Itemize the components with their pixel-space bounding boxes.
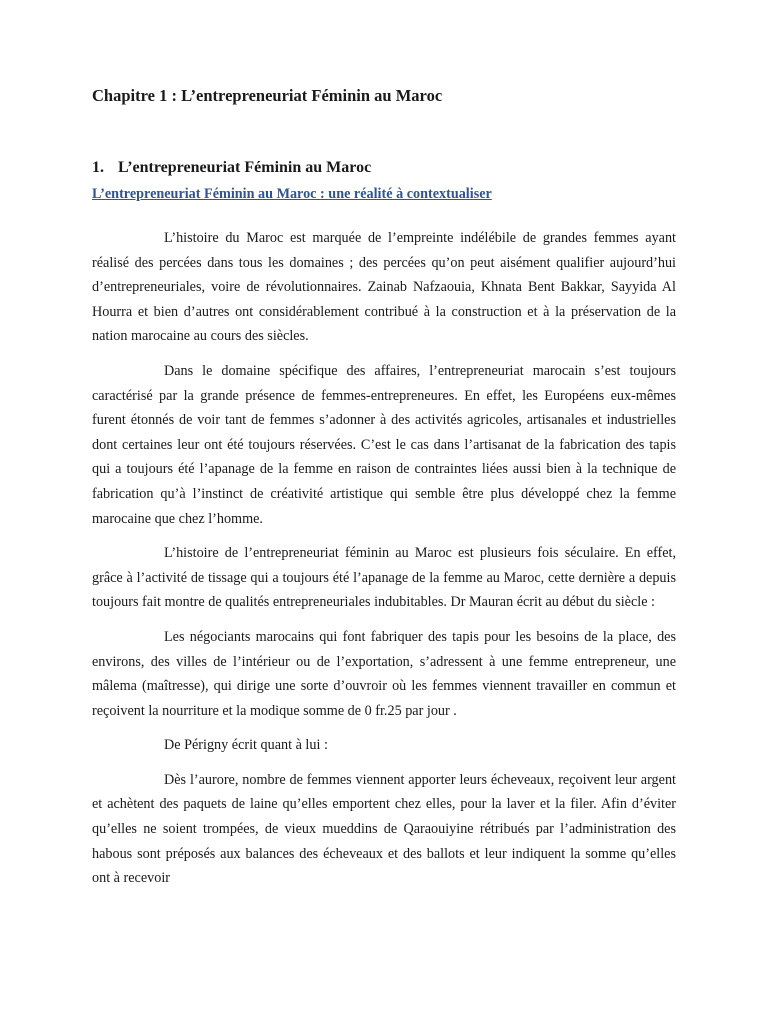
document-page xyxy=(92,84,676,891)
section-heading xyxy=(92,156,676,180)
subtitle-link[interactable]: L’entrepreneuriat Féminin au Maroc : une réalité à contextualiser xyxy=(92,186,492,202)
paragraph: Dans le domaine spécifique des affaires, l’entrepreneuriat marocain s’est toujours caractérisé par la grande présence de femmes-entrepreneures. En effet, les Européens eux-mêmes furent étonnés de voir tant de femmes s’adonner à des activités agricoles, artisanales et industrielles dont certaines leur ont été toujours réservées. C’est le cas dans l’artisanat de la fabrication des tapis qui a toujours été l’apanage de la femme en raison de contraintes liées aussi bien à la technique de fabrication qu’à l’instinct de créativité artistique qui semble être plus développé chez la femme marocaine que chez l’homme. xyxy=(92,362,676,527)
paragraph: L’histoire de l’entrepreneuriat féminin au Maroc est plusieurs fois séculaire. En effet, grâce à l’activité de tissage qui a toujours été l’apanage de la femme au Maroc, cette dernière a depuis toujours fait montre de qualités entrepreneuriales indubitables. Dr Mauran écrit au début du siècle : xyxy=(92,545,676,611)
quote-paragraph: Les négociants marocains qui font fabriquer des tapis pour les besoins de la place, des environs, des villes de l’intérieur ou de l’exportation, s’adressent à une femme entrepreneur, une mâlema (maîtresse), qui dirige une sorte d’ouvroir où les femmes viennent travailler en commun et reçoivent la nourriture et la modique somme de 0 fr.25 par jour . xyxy=(92,628,676,719)
paragraph: L’histoire du Maroc est marquée de l’empreinte indélébile de grandes femmes ayant réalisé des percées dans tous les domaines ; des percées qu’on peut aisément qualifier aujourd’hui d’entrepreneuriales, voire de révolutionnaires. Zainab Nafzaouia, Khnata Bent Bakkar, Sayyida Al Hourra et bien d’autres ont considérablement contribué à la construction et à la préservation de la nation marocaine au cours des siècles. xyxy=(92,230,676,345)
section-number: 1. xyxy=(92,159,104,176)
chapter-title: Chapitre 1 : L’entrepreneuriat Féminin au Maroc xyxy=(92,86,443,105)
quote-paragraph: Dès l’aurore, nombre de femmes viennent apporter leurs écheveaux, reçoivent leur argent et achètent des paquets de laine qu’elles emportent chez elles, pour la laver et la filer. Afin d’éviter qu’elles ne soient trompées, de vieux mueddins de Qaraouiyine rétribués par l’administration des habous sont préposés aux balances des écheveaux et des ballots et leur indiquent la somme qu’elles ont à recevoir xyxy=(92,771,676,887)
paragraph: De Périgny écrit quant à lui : xyxy=(164,737,328,754)
section-title: L’entrepreneuriat Féminin au Maroc xyxy=(118,159,372,176)
